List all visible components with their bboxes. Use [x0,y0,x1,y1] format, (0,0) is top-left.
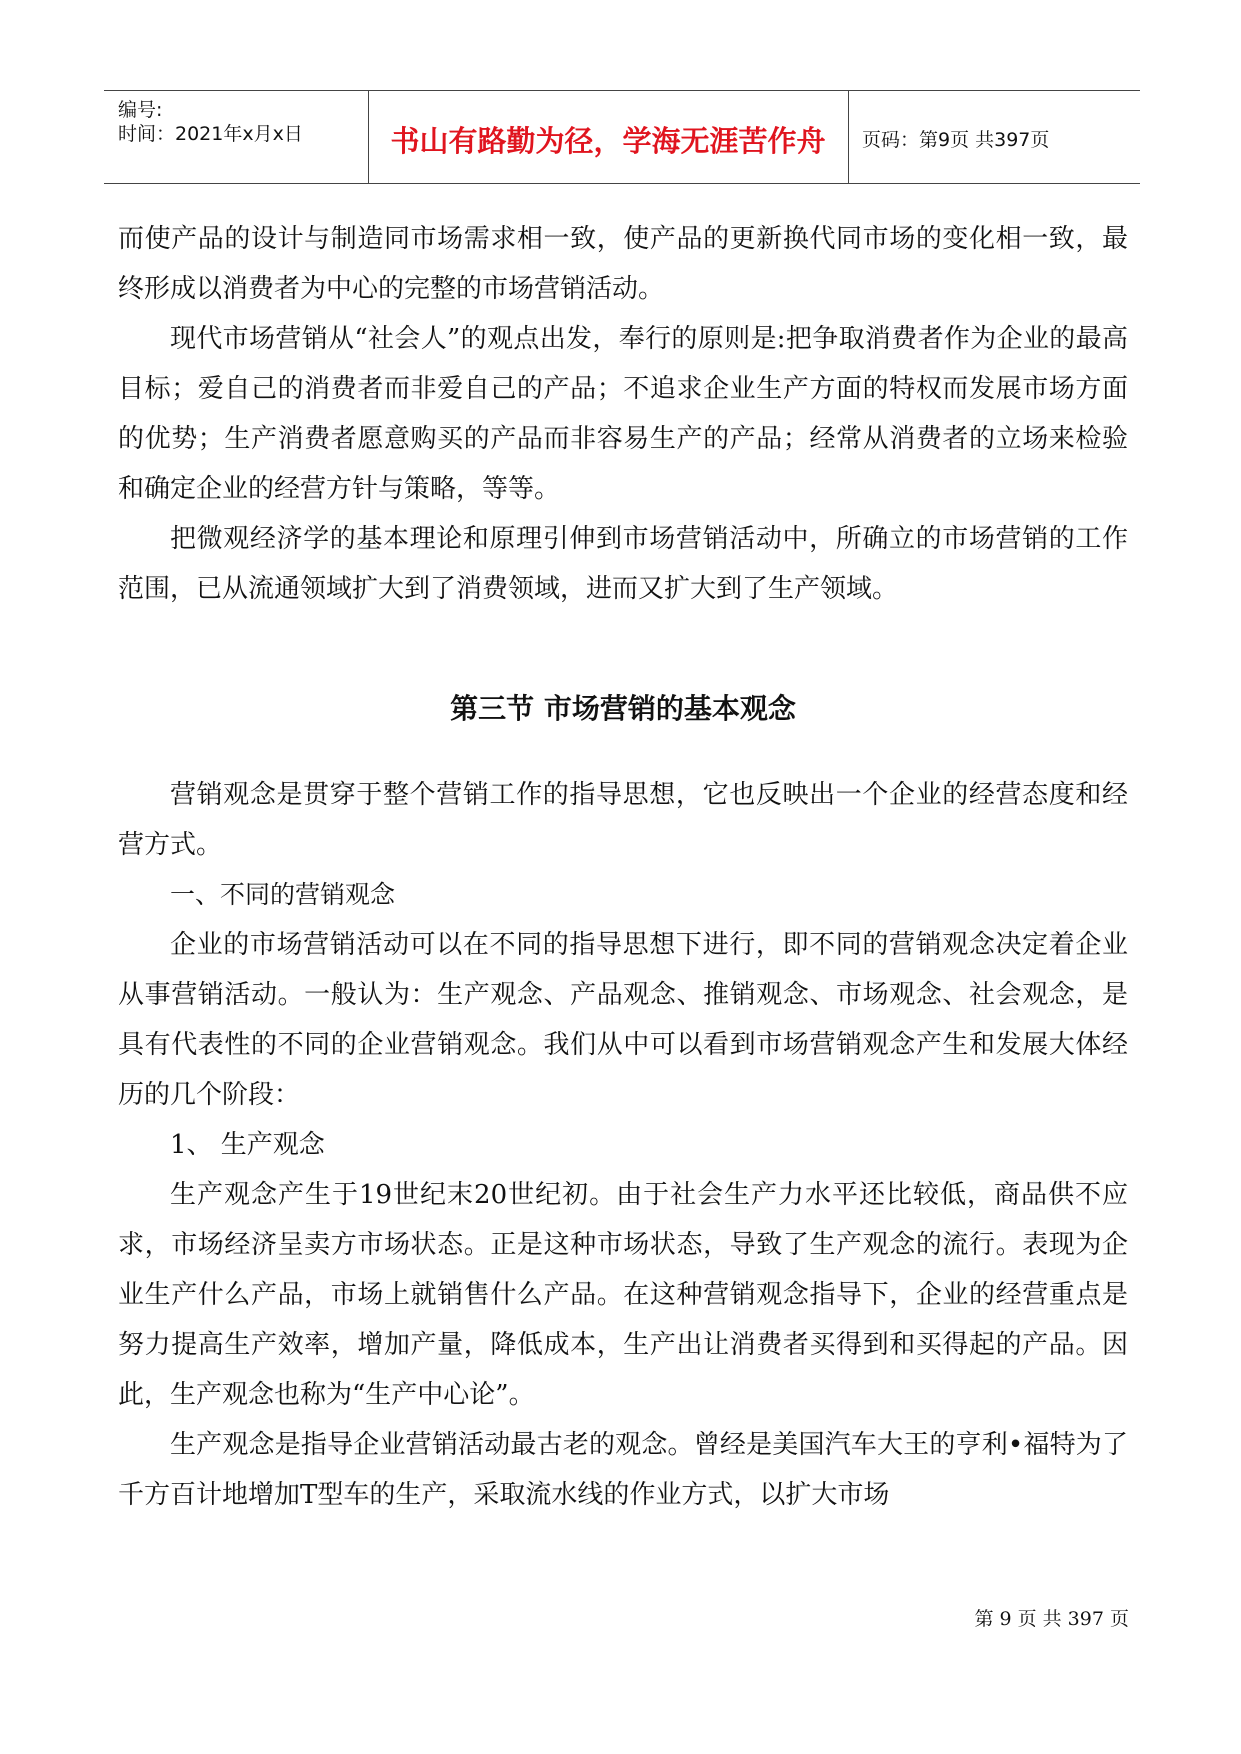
paragraph: 生产观念产生于19世纪末20世纪初。由于社会生产力水平还比较低，商品供不应求，市场经济呈卖方市场状态。正是这种市场状态，导致了生产观念的流行。表现为企业生产什么产品，市场上就销售什么产品。在这种营销观念指导下，企业的经营重点是努力提高生产效率，增加产量，降低成本，生产出让消费者买得到和买得起的产品。因此，生产观念也称为“生产中心论”。 [118,1180,1128,1410]
header-left-cell [104,91,369,183]
paragraph: 营销观念是贯穿于整个营销工作的指导思想，它也反映出一个企业的经营态度和经营方式。 [118,780,1128,860]
time-label: 时间：2021年x月x日 [118,123,303,145]
numbered-item: 1、 生产观念 [170,1130,325,1160]
motto: 书山有路勤为径，学海无涯苦作舟 [390,124,826,158]
sub-heading: 一、不同的营销观念 [170,880,396,909]
document-body [118,214,1128,1520]
paragraph: 而使产品的设计与制造同市场需求相一致，使产品的更新换代同市场的变化相一致，最终形成以消费者为中心的完整的市场营销活动。 [118,224,1128,304]
paragraph: 现代市场营销从“社会人”的观点出发，奉行的原则是:把争取消费者作为企业的最高目标；爱自己的消费者而非爱自己的产品；不追求企业生产方面的特权而发展市场方面的优势；生产消费者愿意购买的产品而非容易生产的产品；经常从消费者的立场来检验和确定企业的经营方针与策略，等等。 [118,324,1128,504]
paragraph: 把微观经济学的基本理论和原理引伸到市场营销活动中，所确立的市场营销的工作范围，已从流通领域扩大到了消费领域，进而又扩大到了生产领域。 [118,524,1128,604]
section-title: 第三节 市场营销的基本观念 [450,692,796,725]
paragraph: 企业的市场营销活动可以在不同的指导思想下进行，即不同的营销观念决定着企业从事营销活动。一般认为：生产观念、产品观念、推销观念、市场观念、社会观念，是具有代表性的不同的企业营销观念。我们从中可以看到市场营销观念产生和发展大体经历的几个阶段： [118,930,1128,1110]
paragraph: 生产观念是指导企业营销活动最古老的观念。曾经是美国汽车大王的亨利•福特为了千方百计地增加T型车的生产，采取流水线的作业方式，以扩大市场 [118,1430,1128,1510]
footer-page-number: 第 9 页 共 397 页 [974,1608,1129,1630]
header-right-cell [848,91,1140,183]
header-page-info: 页码：第9页 共397页 [862,129,1050,151]
header-motto-cell [368,91,849,183]
number-label: 编号: [118,99,163,121]
page-header [104,90,1140,184]
